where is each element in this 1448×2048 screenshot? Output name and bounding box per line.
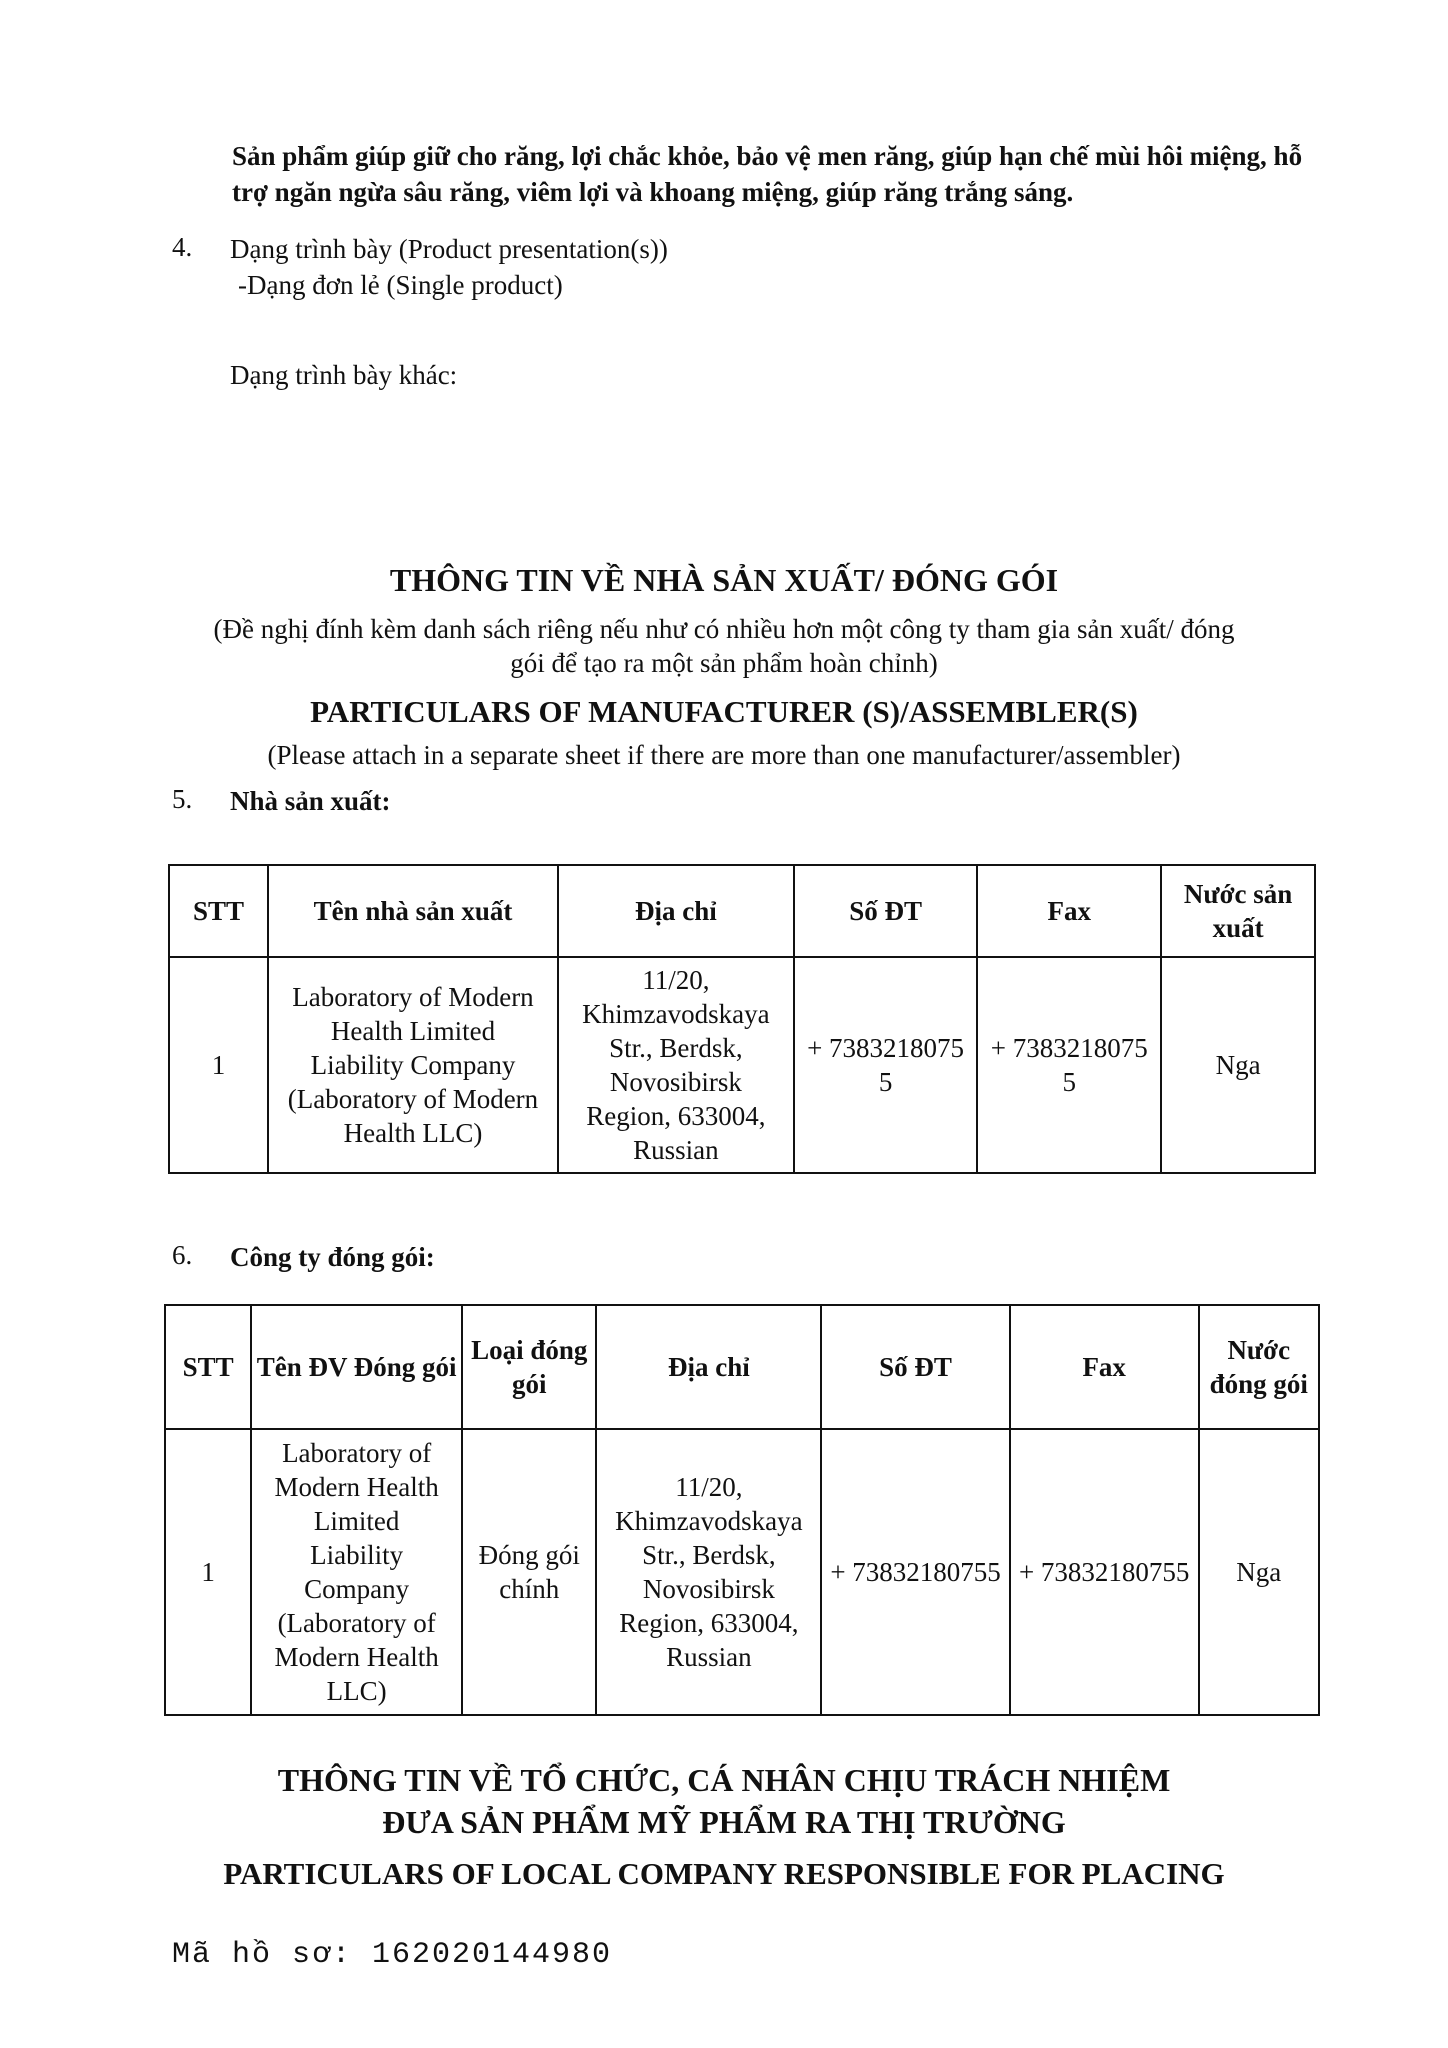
manufacturer-note-vn-line2: gói để tạo ra một sản phẩm hoàn chỉnh): [510, 648, 938, 678]
cell-country: Nga: [1199, 1429, 1319, 1715]
cell-manufacturer-name: Laboratory of Modern Health Limited Liability Company (Laboratory of Modern Health LLC): [268, 957, 558, 1173]
section6-title: Công ty đóng gói:: [230, 1242, 435, 1272]
usage-paragraph: Sản phẩm giúp giữ cho răng, lợi chắc khỏe, bảo vệ men răng, giúp hạn chế mùi hôi miệng, hỗ trợ ngăn ngừa sâu răng, viêm lợi và khoang miệng, giúp răng trắng sáng.: [232, 141, 1303, 207]
header-packager-name: Tên ĐV Đóng gói: [251, 1305, 462, 1429]
cell-address: 11/20, Khimzavodskaya Str., Berdsk, Novosibirsk Region, 633004, Russian: [596, 1429, 821, 1715]
cell-stt: 1: [165, 1429, 251, 1715]
header-stt: STT: [165, 1305, 251, 1429]
header-phone: Số ĐT: [794, 865, 977, 957]
section4-other-presentation: Dạng trình bày khác:: [230, 360, 458, 390]
manufacturer-title-en: PARTICULARS OF MANUFACTURER (S)/ASSEMBLER(S): [310, 694, 1138, 729]
section5-title: Nhà sản xuất:: [230, 786, 391, 816]
header-address: Địa chỉ: [558, 865, 794, 957]
header-country: Nước đóng gói: [1199, 1305, 1319, 1429]
header-manufacturer-name: Tên nhà sản xuất: [268, 865, 558, 957]
cell-country: Nga: [1161, 957, 1315, 1173]
header-fax: Fax: [977, 865, 1161, 957]
section6-number: 6.: [172, 1240, 193, 1270]
cell-phone: + 73832180755: [794, 957, 977, 1173]
table-row: [169, 957, 1315, 1173]
header-address: Địa chỉ: [596, 1305, 821, 1429]
cell-fax: + 73832180755: [1010, 1429, 1199, 1715]
section4-number: 4.: [172, 232, 193, 262]
section4-single-product: -Dạng đơn lẻ (Single product): [238, 270, 563, 300]
responsible-title-en: PARTICULARS OF LOCAL COMPANY RESPONSIBLE FOR PLACING: [223, 1856, 1225, 1891]
section4-title: Dạng trình bày (Product presentation(s)): [230, 234, 668, 264]
packager-table: [164, 1304, 1320, 1716]
manufacturer-note-vn-line1: (Đề nghị đính kèm danh sách riêng nếu như có nhiều hơn một công ty tham gia sản xuất/ đóng: [213, 614, 1235, 644]
cell-fax: + 73832180755: [977, 957, 1161, 1173]
manufacturer-table: [168, 864, 1316, 1174]
cell-stt: 1: [169, 957, 268, 1173]
header-phone: Số ĐT: [821, 1305, 1010, 1429]
responsible-title-vn-line1: THÔNG TIN VỀ TỔ CHỨC, CÁ NHÂN CHỊU TRÁCH NHIỆM: [277, 1762, 1171, 1798]
cell-phone: + 73832180755: [821, 1429, 1010, 1715]
responsible-title-vn-line2: ĐƯA SẢN PHẨM MỸ PHẨM RA THỊ TRƯỜNG: [382, 1804, 1066, 1840]
cell-packager-name: Laboratory of Modern Health Limited Liability Company (Laboratory of Modern Health LLC): [251, 1429, 462, 1715]
header-stt: STT: [169, 865, 268, 957]
manufacturer-note-en: (Please attach in a separate sheet if there are more than one manufacturer/assembler): [267, 740, 1181, 770]
cell-address: 11/20, Khimzavodskaya Str., Berdsk, Novosibirsk Region, 633004, Russian: [558, 957, 794, 1173]
header-fax: Fax: [1010, 1305, 1199, 1429]
section5-number: 5.: [172, 784, 193, 814]
header-country: Nước sản xuất: [1161, 865, 1315, 957]
header-packaging-type: Loại đóng gói: [462, 1305, 596, 1429]
table-row: [165, 1429, 1319, 1715]
cell-packaging-type: Đóng gói chính: [462, 1429, 596, 1715]
manufacturer-title-vn: THÔNG TIN VỀ NHÀ SẢN XUẤT/ ĐÓNG GÓI: [389, 562, 1059, 598]
file-code: Mã hồ sơ: 162020144980: [172, 1938, 613, 1972]
